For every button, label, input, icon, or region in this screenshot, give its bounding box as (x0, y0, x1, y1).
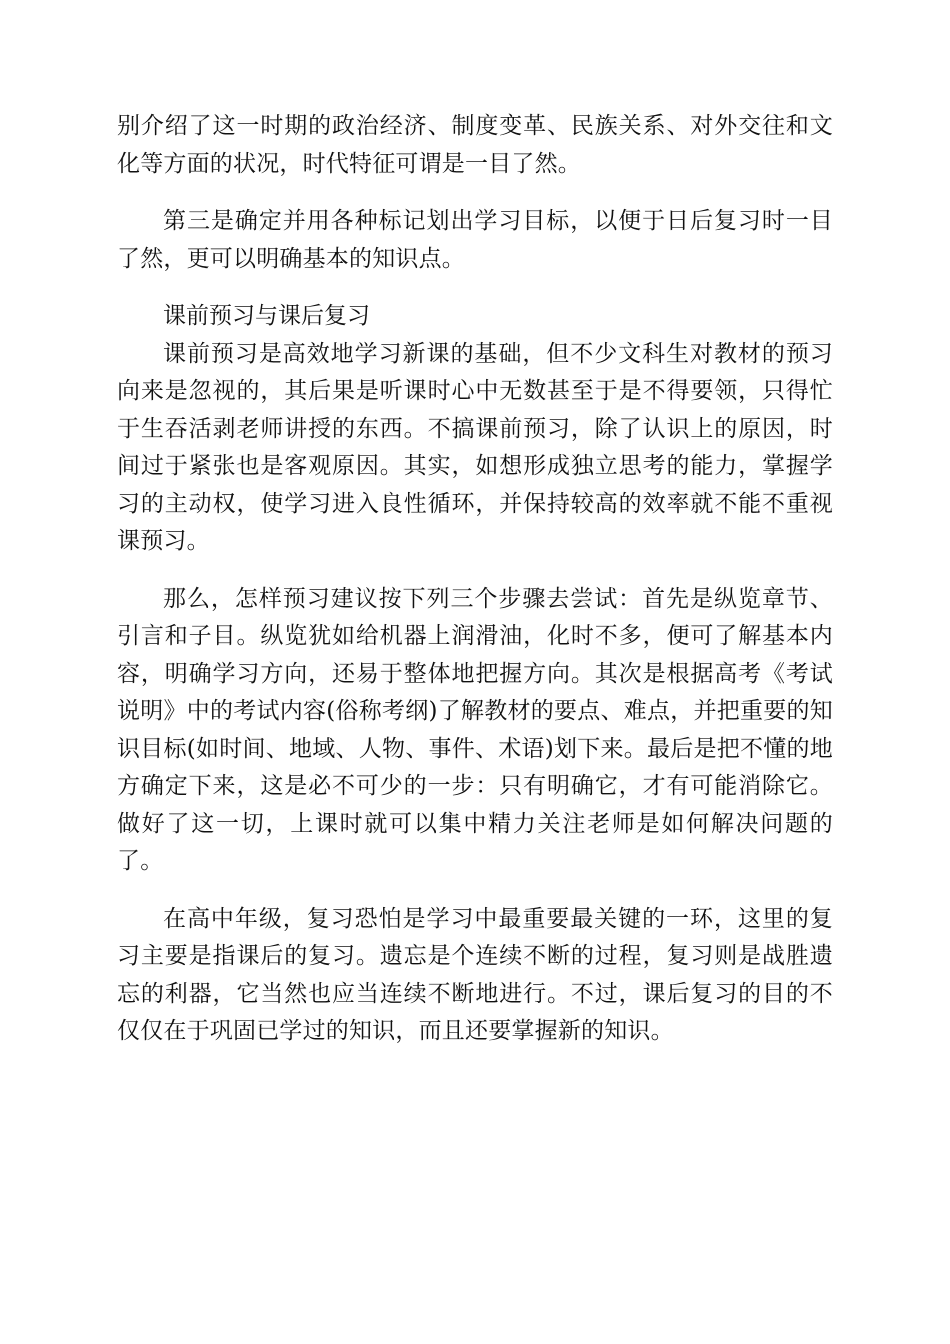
paragraph-continued: 别介绍了这一时期的政治经济、制度变革、民族关系、对外交往和文化等方面的状况，时代特征可谓是一目了然。 (117, 113, 833, 177)
paragraph-third-step: 第三是确定并用各种标记划出学习目标，以便于日后复习时一目了然，更可以明确基本的知识点。 (117, 208, 833, 272)
paragraph-preview-steps: 那么，怎样预习建议按下列三个步骤去尝试：首先是纵览章节、引言和子目。纵览犹如给机器上润滑油，化时不多，便可了解基本内容，明确学习方向，还易于整体地把握方向。其次是根据高考《考试说明》中的考试内容(俗称考纲)了解教材的要点、难点，并把重要的知识目标(如时间、地域、人物、事件、术语)划下来。最后是把不懂的地方确定下来，这是必不可少的一步：只有明确它，才有可能消除它。做好了这一切，上课时就可以集中精力关注老师是如何解决问题的了。 (117, 585, 833, 874)
paragraph-review: 在高中年级，复习恐怕是学习中最重要最关键的一环，这里的复习主要是指课后的复习。遗忘是个连续不断的过程，复习则是战胜遗忘的利器，它当然也应当连续不断地进行。不过，课后复习的目的不仅仅在于巩固已学过的知识，而且还要掌握新的知识。 (117, 905, 833, 1044)
document-body (117, 108, 833, 1051)
paragraph-preview-importance: 课前预习是高效地学习新课的基础，但不少文科生对教材的预习向来是忽视的，其后果是听课时心中无数甚至于是不得要领，只得忙于生吞活剥老师讲授的东西。不搞课前预习，除了认识上的原因，时间过于紧张也是客观原因。其实，如想形成独立思考的能力，掌握学习的主动权，使学习进入良性循环，并保持较高的效率就不能不重视课预习。 (117, 340, 833, 554)
section-heading: 课前预习与课后复习 (163, 303, 370, 329)
